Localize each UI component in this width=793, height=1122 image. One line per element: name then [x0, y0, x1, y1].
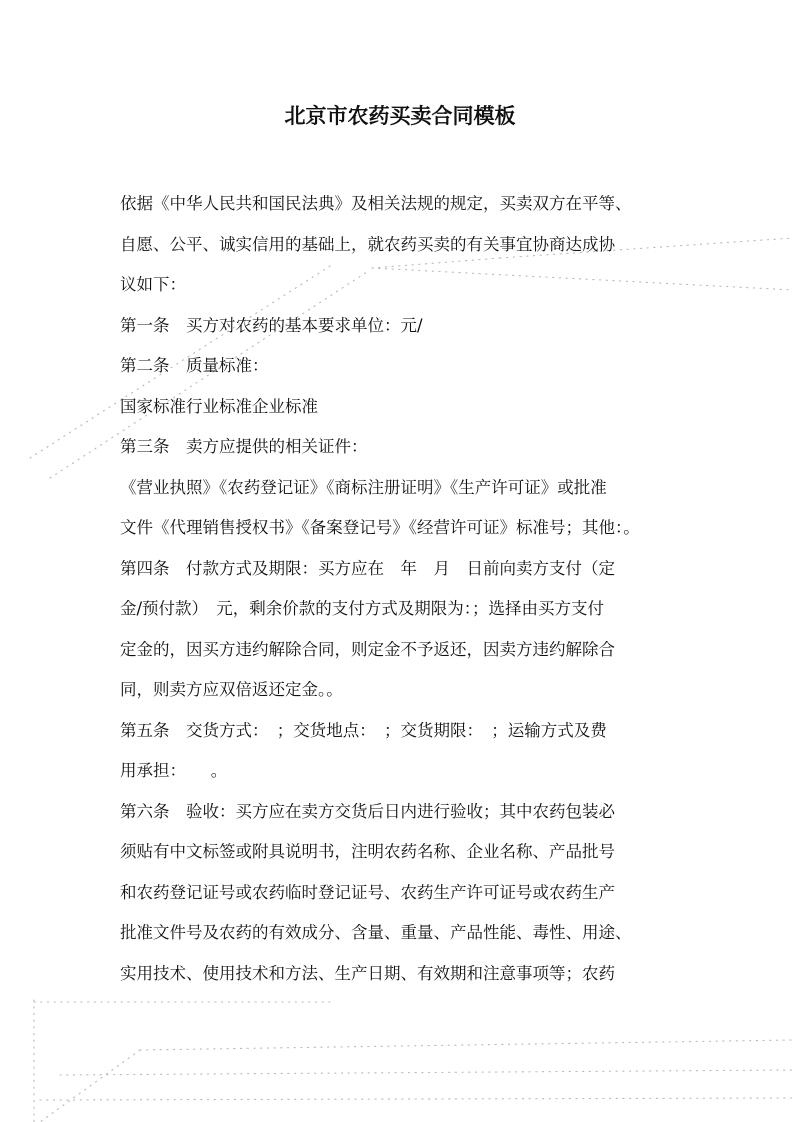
article-5-line: 第五条 交货方式： ；交货地点： ；交货期限： ；运输方式及费 [120, 720, 607, 740]
paragraph-line: 用承担： 。 [120, 761, 228, 780]
article-1-line: 第一条 买方对农药的基本要求单位：元/ [120, 315, 423, 335]
document-body [120, 184, 680, 994]
article-2-line: 第二条 质量标准： [120, 356, 269, 375]
paragraph-line: 实用技术、使用技术和方法、生产日期、有效期和注意事项等；农药 [120, 963, 615, 983]
paragraph-line: 定金的，因买方违约解除合同，则定金不予返还，因卖方违约解除合 [120, 639, 615, 659]
article-6-line: 第六条 验收：买方应在卖方交货后日内进行验收；其中农药包装必 [120, 801, 615, 821]
paragraph-line: 《营业执照》《农药登记证》《商标注册证明》《生产许可证》或批准 [120, 477, 607, 497]
paragraph-line: 同，则卖方应双倍返还定金。。 [120, 680, 343, 699]
paragraph-line: 须贴有中文标签或附具说明书，注明农药名称、企业名称、产品批号 [120, 842, 615, 861]
paragraph-line: 金/预付款） 元，剩余价款的支付方式及期限为：；选择由买方支付 [120, 599, 605, 618]
paragraph-line: 国家标准行业标准企业标准 [120, 396, 318, 416]
paragraph-line: 议如下： [120, 275, 186, 294]
paragraph-line: 依据《中华人民共和国民法典》及相关法规的规定，买卖双方在平等、 [120, 194, 632, 213]
paragraph-line: 文件《代理销售授权书》《备案登记号》《经营许可证》标准号；其他：。 [120, 518, 640, 537]
document-title: 北京市农药买卖合同模板 [284, 104, 516, 128]
article-3-line: 第三条 卖方应提供的相关证件： [120, 437, 368, 456]
paragraph-line: 自愿、公平、诚实信用的基础上，就农药买卖的有关事宜协商达成协 [120, 234, 615, 254]
paragraph-line: 批准文件号及农药的有效成分、含量、重量、产品性能、毒性、用途、 [120, 923, 632, 942]
article-4-line: 第四条 付款方式及期限：买方应在 年 月 日前向卖方支付（定 [120, 558, 615, 578]
paragraph-line: 和农药登记证号或农药临时登记证号、农药生产许可证号或农药生产 [120, 882, 615, 902]
